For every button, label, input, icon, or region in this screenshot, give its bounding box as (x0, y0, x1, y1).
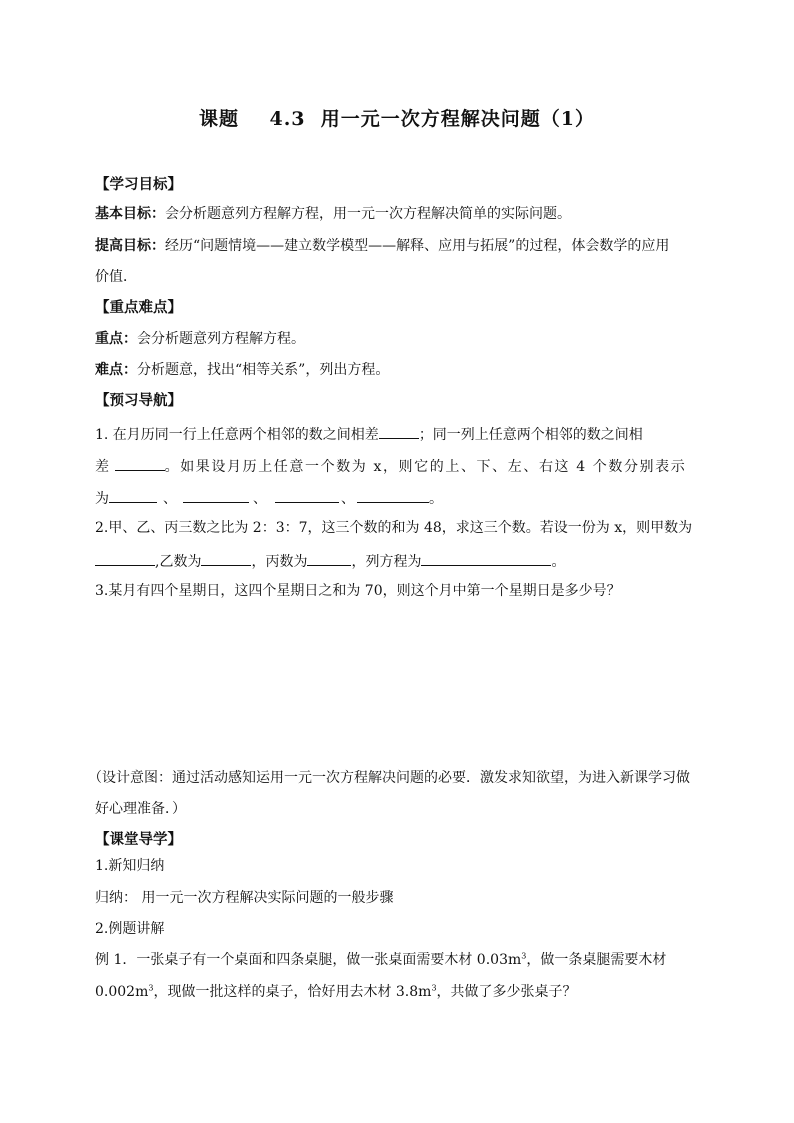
design-intent-line-1: （设计意图：通过活动感知运用一元一次方程解决问题的必要．激发求知欲望，为进入新课学习做 (88, 770, 690, 786)
answer-blank[interactable] (183, 487, 249, 503)
question-1-text-a: 1. 在月历同一行上任意两个相邻的数之间相差 (95, 427, 379, 443)
superscript: 3 (148, 983, 154, 993)
question-2-line-1: 2.甲、乙、丙三数之比为 2：3：7，这三个数的和为 48，求这三个数。若设一份为 x，则甲数为 (95, 520, 693, 536)
answer-blank[interactable] (421, 550, 551, 566)
difficult-point-text: 分析题意，找出“相等关系”，列出方程。 (137, 362, 390, 378)
answer-blank[interactable] (109, 487, 157, 503)
section-heading-goals: 【学习目标】 (95, 176, 182, 193)
question-1-text-d: 。如果设月历上任意一个数为 x，则它的上、下、左、右这 4 个数分别表示 (164, 459, 687, 475)
example-1-line-2 (95, 982, 577, 1002)
separator: 、 (253, 491, 267, 507)
example-1-text-b: ，做一条桌腿需要木材 (526, 952, 667, 968)
design-intent-line-2: 好心理准备．） (95, 801, 186, 817)
question-2-text-e: 。 (551, 554, 566, 570)
example-1-text-c: 0.002m (95, 984, 149, 1000)
section-heading-key-points: 【重点难点】 (95, 299, 182, 316)
difficult-point-label: 难点： (95, 362, 137, 378)
question-2-line-2 (95, 550, 565, 572)
question-1-line-2 (95, 455, 686, 477)
item-examples: 2.例题讲解 (95, 921, 165, 937)
answer-blank[interactable] (115, 455, 165, 471)
section-heading-classroom: 【课堂导学】 (95, 831, 182, 848)
answer-blank[interactable] (201, 550, 251, 566)
question-1-line-3 (95, 487, 443, 509)
superscript: 3 (431, 983, 437, 993)
question-2-text-c: ，丙数为 (251, 554, 308, 570)
line-end: 。 (429, 491, 443, 507)
separator: 、 (163, 491, 177, 507)
advanced-goal-continued: 价值． (95, 269, 137, 285)
basic-goal-label: 基本目标： (95, 206, 165, 222)
key-point-text: 会分析题意列方程解方程。 (137, 331, 305, 347)
advanced-goal-label: 提高目标： (95, 238, 165, 254)
question-3: 3.某月有四个星期日，这四个星期日之和为 70，则这个月中第一个星期日是多少号？ (95, 583, 621, 599)
page-title: 课题 4.3 用一元一次方程解决问题（1） (199, 108, 595, 130)
superscript: 3 (521, 951, 527, 961)
difficult-point (95, 360, 389, 380)
key-point (95, 329, 305, 349)
key-point-label: 重点： (95, 331, 137, 347)
answer-blank[interactable] (95, 550, 155, 566)
example-1-line-1 (95, 950, 666, 970)
summary-line: 归纳： 用一元一次方程解决实际问题的一般步骤 (95, 890, 394, 906)
separator: 、 (341, 491, 355, 507)
example-1-text-e: ，共做了多少张桌子？ (436, 984, 577, 1000)
question-1-text-c: 差 (95, 459, 111, 475)
answer-blank[interactable] (357, 487, 429, 503)
question-1-line-1 (95, 423, 643, 445)
example-1-text-a: 例 1．一张桌子有一个桌面和四条桌腿，做一张桌面需要木材 0.03m (95, 952, 522, 968)
item-new-knowledge: 1.新知归纳 (95, 858, 165, 874)
section-heading-preview: 【预习导航】 (95, 392, 182, 409)
question-2-text-d: ，列方程为 (351, 554, 422, 570)
advanced-goal (95, 236, 669, 256)
answer-blank[interactable] (379, 423, 419, 439)
question-1-text-e: 为 (95, 491, 109, 507)
answer-blank[interactable] (307, 550, 351, 566)
basic-goal-text: 会分析题意列方程解方程，用一元一次方程解决简单的实际问题。 (165, 206, 571, 222)
question-1-text-b: ；同一列上任意两个相邻的数之间相 (418, 427, 643, 443)
advanced-goal-text: 经历“问题情境——建立数学模型——解释、应用与拓展”的过程，体会数学的应用 (165, 238, 670, 254)
answer-blank[interactable] (275, 487, 339, 503)
example-1-text-d: ，现做一批这样的桌子，恰好用去木材 3.8m (153, 984, 432, 1000)
question-2-text-b: ,乙数为 (155, 554, 202, 570)
basic-goal (95, 204, 571, 224)
